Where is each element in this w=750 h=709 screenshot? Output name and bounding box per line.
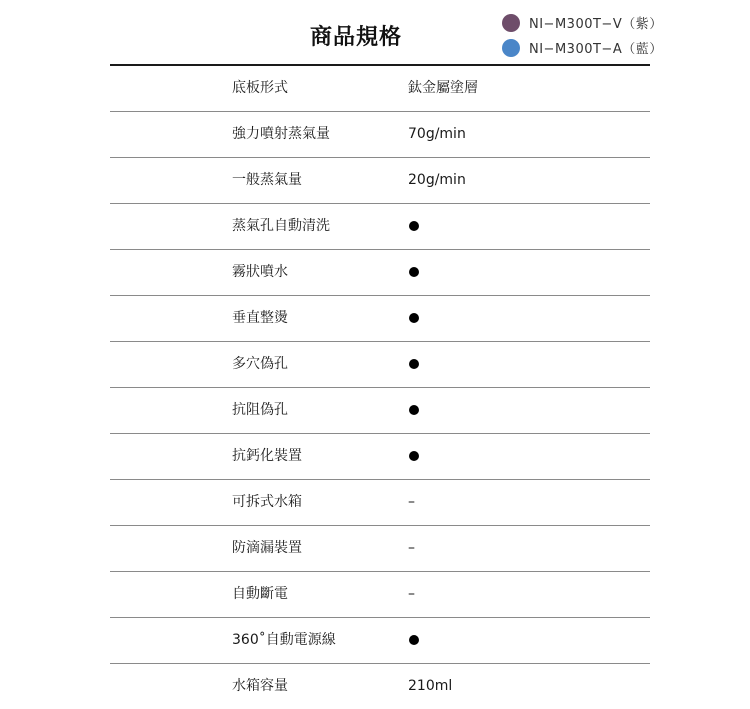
spec-value: –: [408, 540, 415, 556]
spec-label: 強力噴射蒸氣量: [232, 126, 330, 142]
spec-row-removable-tank: [110, 480, 650, 526]
spec-label: 一般蒸氣量: [232, 172, 302, 188]
filled-dot-icon: [409, 267, 419, 277]
spec-row-sole-plate: [110, 66, 650, 112]
spec-row-spray: [110, 250, 650, 296]
spec-value: 20g/min: [408, 172, 466, 188]
page-title: 商品規格: [310, 25, 403, 50]
spec-row-anti-calc: [110, 434, 650, 480]
spec-label: 蒸氣孔自動清洗: [232, 218, 330, 234]
filled-dot-icon: [409, 221, 419, 231]
legend-label: NI−M300T−V（紫）: [529, 17, 663, 32]
filled-dot-icon: [409, 313, 419, 323]
legend-item-purple: [502, 10, 663, 35]
spec-row-vertical: [110, 296, 650, 342]
spec-label: 自動斷電: [232, 586, 288, 602]
spec-value: –: [408, 586, 415, 602]
spec-label: 360˚自動電源線: [232, 632, 336, 648]
spec-value: 70g/min: [408, 126, 466, 142]
spec-label: 水箱容量: [232, 678, 288, 694]
filled-dot-icon: [409, 635, 419, 645]
spec-value: [408, 204, 419, 249]
spec-row-cord: [110, 618, 650, 664]
spec-label: 抗鈣化裝置: [232, 448, 302, 464]
spec-row-anti-drip: [110, 526, 650, 572]
legend-item-blue: [502, 35, 663, 60]
spec-label: 垂直整燙: [232, 310, 288, 326]
spec-label: 抗阻偽孔: [232, 402, 288, 418]
legend-label: NI−M300T−A（藍）: [529, 42, 663, 57]
filled-dot-icon: [409, 451, 419, 461]
spec-label: 多穴偽孔: [232, 356, 288, 372]
spec-value: [408, 296, 419, 341]
spec-row-multi-hole: [110, 342, 650, 388]
spec-label: 防滴漏裝置: [232, 540, 302, 556]
spec-value: [408, 250, 419, 295]
blue-color-swatch-icon: [502, 39, 520, 57]
spec-value: [408, 388, 419, 433]
spec-row-anti-block: [110, 388, 650, 434]
spec-label: 底板形式: [232, 80, 288, 96]
spec-row-auto-off: [110, 572, 650, 618]
spec-value: [408, 434, 419, 479]
spec-row-self-clean: [110, 204, 650, 250]
filled-dot-icon: [409, 359, 419, 369]
spec-label: 可拆式水箱: [232, 494, 302, 510]
spec-row-tank-capacity: [110, 664, 650, 709]
spec-value: 鈦金屬塗層: [408, 80, 478, 96]
color-legend: [502, 10, 663, 60]
spec-value: [408, 618, 419, 663]
spec-table: [110, 66, 650, 709]
spec-value: [408, 342, 419, 387]
spec-label: 霧狀噴水: [232, 264, 288, 280]
spec-row-steam-rate: [110, 158, 650, 204]
spec-value: 210ml: [408, 678, 453, 694]
spec-value: –: [408, 494, 415, 510]
spec-row-burst-steam: [110, 112, 650, 158]
spec-header: [0, 0, 750, 64]
purple-color-swatch-icon: [502, 14, 520, 32]
filled-dot-icon: [409, 405, 419, 415]
